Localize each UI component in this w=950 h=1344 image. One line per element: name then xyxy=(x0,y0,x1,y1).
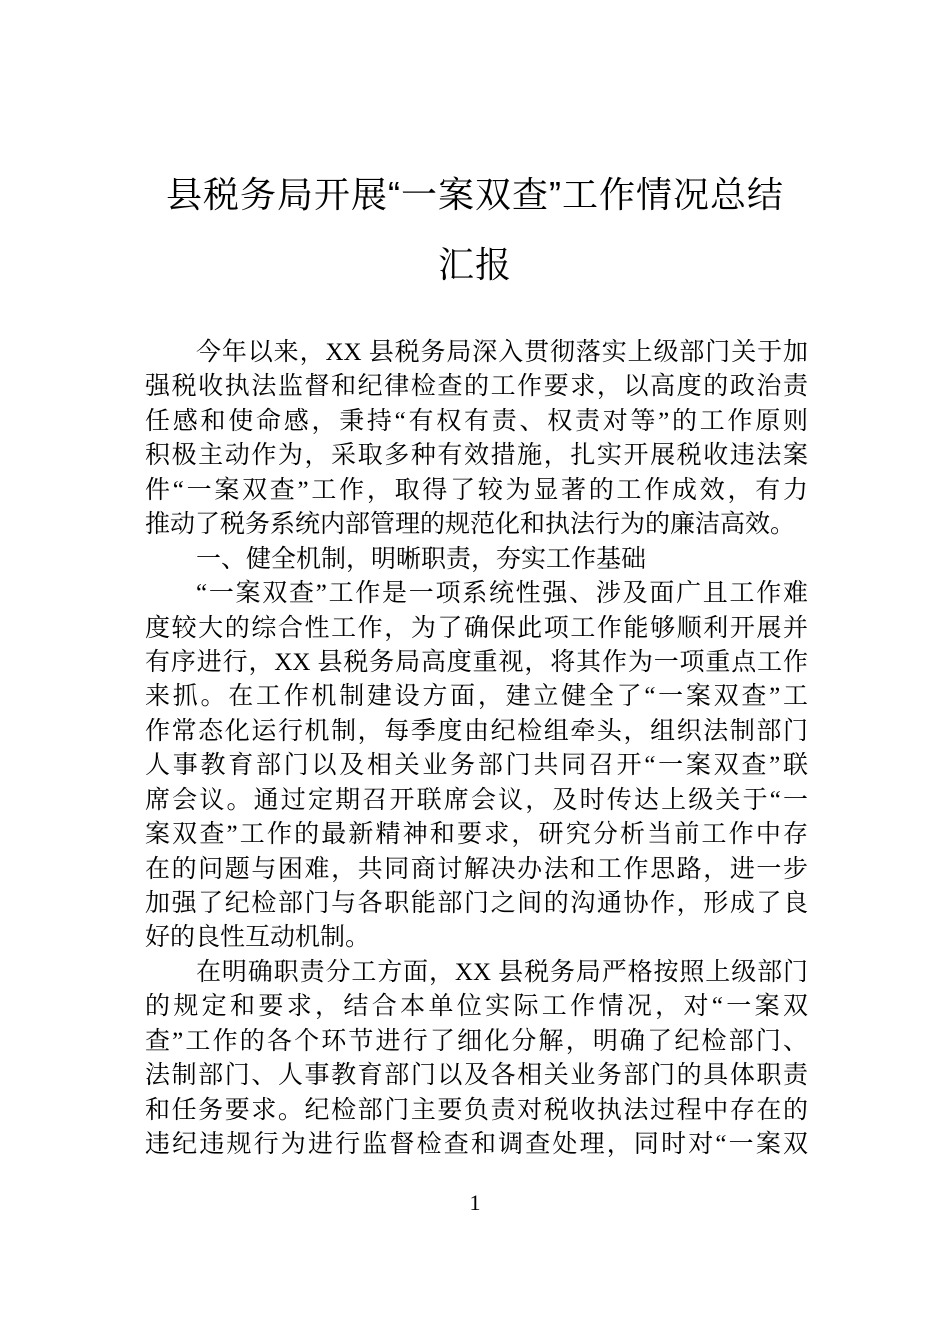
paragraph-line: 的规定和要求，结合本单位实际工作情况，对“一案双 xyxy=(145,993,808,1021)
paragraph-line: 加强了纪检部门与各职能部门之间的沟通协作，形成了良 xyxy=(145,890,808,917)
paragraph-line: 作常态化运行机制，每季度由纪检组牵头，组织法制部门 xyxy=(145,717,808,745)
paragraph-line: 好的良性互动机制。 xyxy=(145,924,371,952)
intro-paragraph xyxy=(145,336,808,543)
paragraph-line: 和任务要求。纪检部门主要负责对税收执法过程中存在的 xyxy=(145,1096,808,1124)
section-heading-text: 一、健全机制，明晰职责，夯实工作基础 xyxy=(196,545,647,573)
title-line: 县税务局开展“一案双查”工作情况总结 xyxy=(166,174,784,215)
paragraph-line: 积极主动作为，采取多种有效措施，扎实开展税收违法案 xyxy=(145,442,808,470)
document-body xyxy=(145,336,808,1163)
paragraph-line: 法制部门、人事教育部门以及各相关业务部门的具体职责 xyxy=(145,1062,808,1090)
paragraph-line: 在的问题与困难，共同商讨解决办法和工作思路，进一步 xyxy=(145,855,808,883)
paragraph-line: 今年以来，XX 县税务局深入贯彻落实上级部门关于加 xyxy=(196,339,808,366)
page-number: 1 xyxy=(469,1190,481,1215)
paragraph-line: 任感和使命感，秉持“有权有责、权责对等”的工作原则 xyxy=(145,407,808,435)
paragraph-line: 度较大的综合性工作，为了确保此项工作能够顺利开展并 xyxy=(145,614,808,642)
responsibility-paragraph xyxy=(145,956,808,1163)
paragraph-line: 案双查”工作的最新精神和要求，研究分析当前工作中存 xyxy=(145,821,808,849)
paragraph-line: 在明确职责分工方面，XX 县税务局严格按照上级部门 xyxy=(196,958,808,986)
paragraph-line: 强税收执法监督和纪律检查的工作要求，以高度的政治责 xyxy=(145,373,808,401)
paragraph-line: 件“一案双查”工作，取得了较为显著的工作成效，有力 xyxy=(145,476,808,504)
paragraph-line: 席会议。通过定期召开联席会议，及时传达上级关于“一 xyxy=(145,786,808,814)
mechanism-paragraph xyxy=(145,577,808,956)
paragraph-line: 来抓。在工作机制建设方面，建立健全了“一案双查”工 xyxy=(145,683,808,711)
paragraph-line: 人事教育部门以及相关业务部门共同召开“一案双查”联 xyxy=(145,752,808,780)
section-heading xyxy=(145,543,808,577)
paragraph-line: 有序进行，XX 县税务局高度重视，将其作为一项重点工作 xyxy=(145,648,808,676)
paragraph-line: 违纪违规行为进行监督检查和调查处理，同时对“一案双 xyxy=(145,1131,808,1159)
title-line: 汇报 xyxy=(437,244,512,285)
paragraph-line: 推动了税务系统内部管理的规范化和执法行为的廉洁高效。 xyxy=(145,511,796,539)
paragraph-line: 查”工作的各个环节进行了细化分解，明确了纪检部门、 xyxy=(145,1027,808,1055)
paragraph-line: “一案双查”工作是一项系统性强、涉及面广且工作难 xyxy=(196,580,808,608)
document-title xyxy=(0,160,950,300)
